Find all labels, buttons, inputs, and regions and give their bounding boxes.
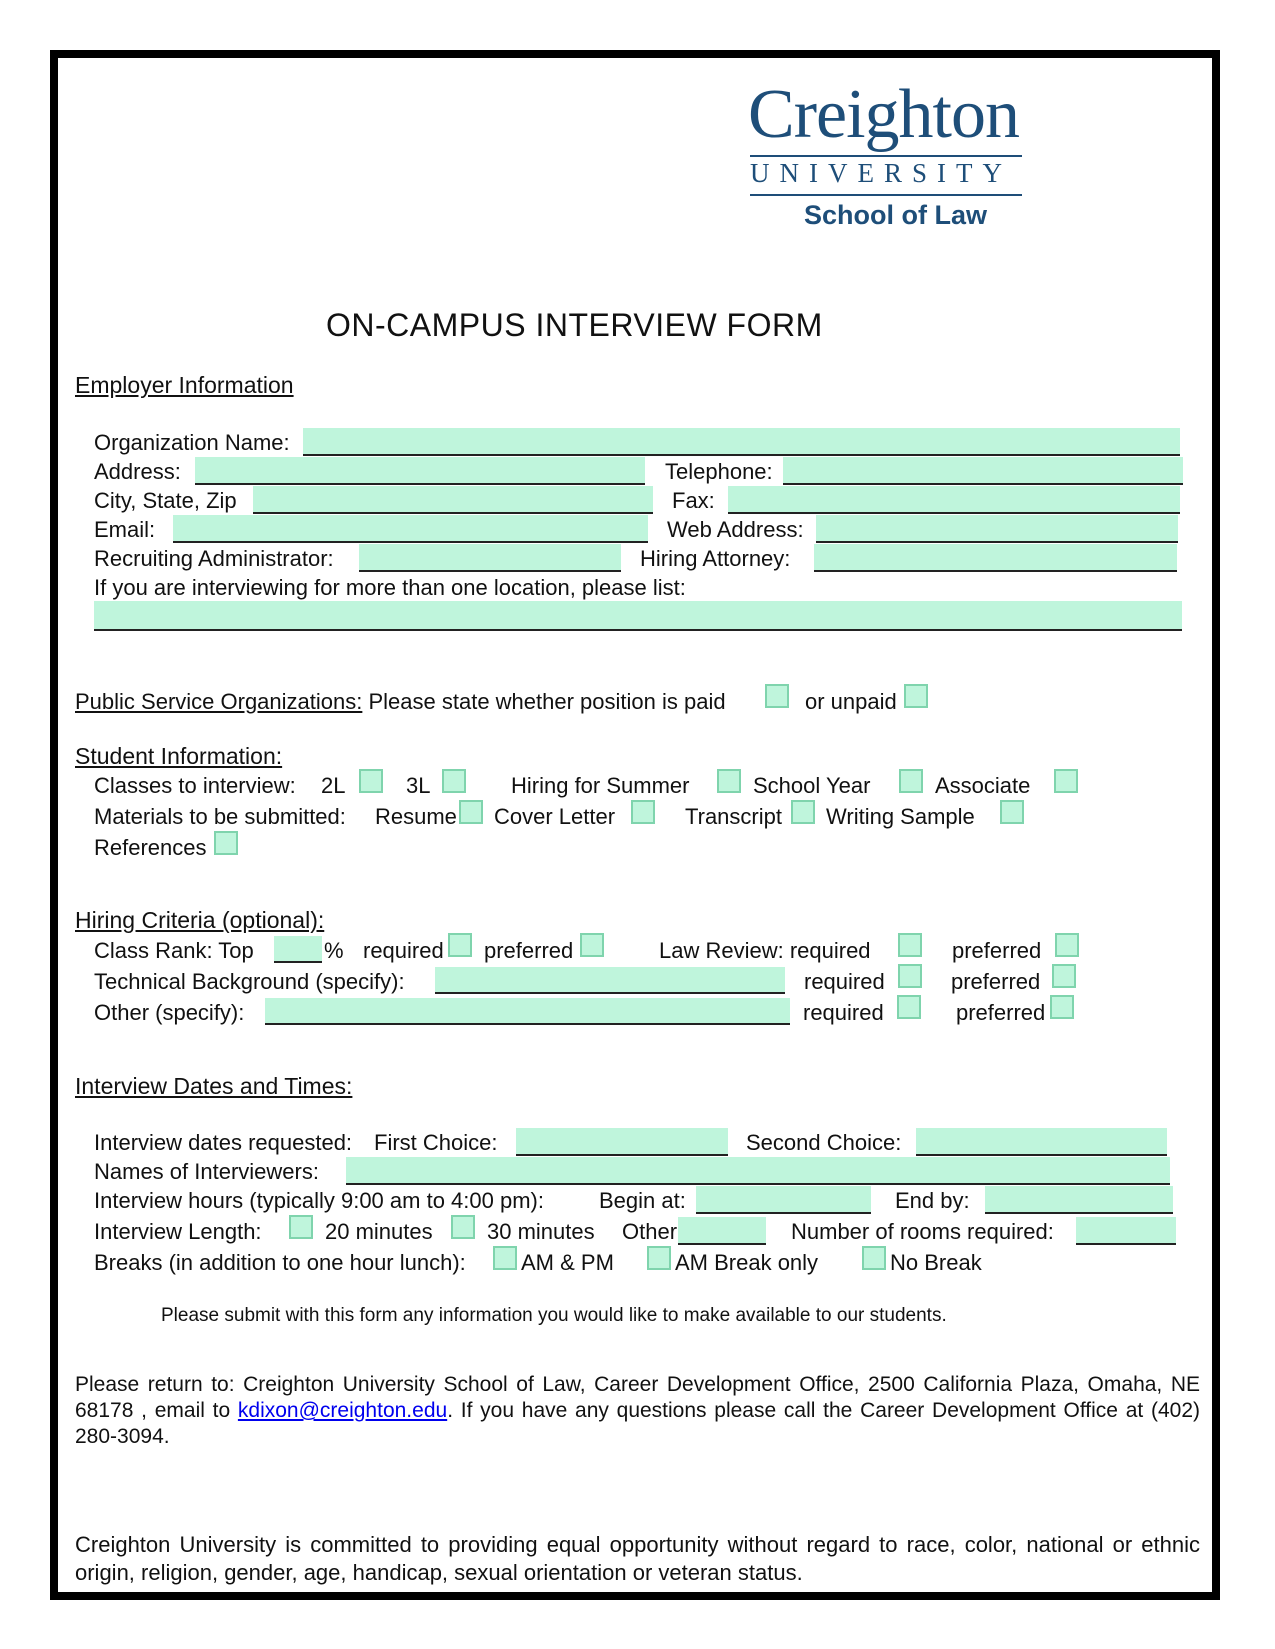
am-pm-label: AM & PM <box>521 1250 614 1275</box>
class-rank-preferred-label: preferred <box>484 938 574 963</box>
city-label: City, State, Zip <box>94 488 237 513</box>
school-year-label: School Year <box>753 773 871 798</box>
address-field[interactable] <box>195 457 645 485</box>
paid-checkbox[interactable] <box>765 684 789 708</box>
3l-checkbox[interactable] <box>442 769 466 793</box>
other-preferred-label: preferred <box>956 1000 1046 1025</box>
unpaid-checkbox[interactable] <box>904 684 928 708</box>
other-field[interactable] <box>265 998 790 1025</box>
materials-label: Materials to be submitted: <box>94 804 346 829</box>
law-review-label: Law Review: required <box>659 938 871 963</box>
telephone-field[interactable] <box>783 457 1183 485</box>
telephone-label: Telephone: <box>665 459 773 484</box>
interview-heading: Interview Dates and Times: <box>75 1073 353 1099</box>
employer-heading: Employer Information <box>75 372 294 398</box>
cover-letter-checkbox[interactable] <box>631 800 655 824</box>
3l-label: 3L <box>406 773 431 798</box>
form-title: ON-CAMPUS INTERVIEW FORM <box>326 307 823 343</box>
other-length-label: Other <box>622 1219 678 1244</box>
class-rank-label: Class Rank: Top <box>94 938 254 963</box>
law-review-preferred-label: preferred <box>952 938 1042 963</box>
interviewers-label: Names of Interviewers: <box>94 1159 319 1184</box>
transcript-label: Transcript <box>685 804 782 829</box>
writing-sample-checkbox[interactable] <box>1000 800 1024 824</box>
class-rank-required-label: required <box>363 938 444 963</box>
fax-label: Fax: <box>672 488 715 513</box>
equal-opportunity-statement: Creighton University is committed to providing equal opportunity without regard to race, color, national or ethnic origin, religion, gender, age, handicap, sexual orientation or veteran status. <box>75 1532 1200 1585</box>
hiring-attorney-label: Hiring Attorney: <box>640 546 791 571</box>
2l-checkbox[interactable] <box>359 769 383 793</box>
logo-rule-top <box>750 155 1022 157</box>
first-choice-label: First Choice: <box>374 1130 498 1155</box>
recruiting-admin-label: Recruiting Administrator: <box>94 546 334 571</box>
return-text-1: Please return to: Creighton University School of Law, Career Development Office, 2500 California Plaza, Omaha, NE 68178 , email to <box>75 1373 1200 1422</box>
logo-name: Creighton <box>748 76 1019 153</box>
creighton-law-logo <box>748 76 1028 245</box>
other-required-checkbox[interactable] <box>897 995 921 1019</box>
class-rank-required-checkbox[interactable] <box>448 933 472 957</box>
public-service-line <box>75 689 726 715</box>
no-break-checkbox[interactable] <box>862 1246 886 1270</box>
2l-label: 2L <box>321 773 346 798</box>
hiring-summer-checkbox[interactable] <box>717 769 741 793</box>
30-minutes-label: 30 minutes <box>487 1219 595 1244</box>
technical-label: Technical Background (specify): <box>94 969 405 994</box>
email-field[interactable] <box>173 515 648 543</box>
begin-label: Begin at: <box>599 1188 686 1213</box>
other-required-label: required <box>803 1000 884 1025</box>
hours-label: Interview hours (typically 9:00 am to 4:00 pm): <box>94 1188 544 1213</box>
percent-label: % <box>324 938 344 963</box>
logo-university: UNIVERSITY <box>750 158 1012 188</box>
20-minutes-checkbox[interactable] <box>289 1215 313 1239</box>
technical-preferred-checkbox[interactable] <box>1052 964 1076 988</box>
logo-school: School of Law <box>804 200 988 230</box>
resume-label: Resume <box>375 804 457 829</box>
unpaid-label: or unpaid <box>805 689 897 714</box>
am-only-checkbox[interactable] <box>647 1246 671 1270</box>
return-paragraph <box>75 1372 1200 1450</box>
transcript-checkbox[interactable] <box>791 800 815 824</box>
interviewers-field[interactable] <box>346 1157 1170 1185</box>
student-heading: Student Information: <box>75 743 283 769</box>
associate-checkbox[interactable] <box>1054 769 1078 793</box>
end-label: End by: <box>895 1188 970 1213</box>
logo-rule-bottom <box>750 194 1022 196</box>
length-label: Interview Length: <box>94 1219 262 1244</box>
school-year-checkbox[interactable] <box>899 769 923 793</box>
references-label: References <box>94 835 207 860</box>
law-review-required-checkbox[interactable] <box>898 933 922 957</box>
cover-letter-label: Cover Letter <box>494 804 616 829</box>
location-field[interactable] <box>94 601 1182 631</box>
law-review-preferred-checkbox[interactable] <box>1055 933 1079 957</box>
return-text-2: . If you have any questions please call the Career Development Office at (402) 280-3094. <box>75 1399 1200 1448</box>
web-label: Web Address: <box>667 517 804 542</box>
city-field[interactable] <box>253 486 653 514</box>
email-label: Email: <box>94 517 156 542</box>
class-rank-preferred-checkbox[interactable] <box>580 933 604 957</box>
am-only-label: AM Break only <box>675 1250 819 1275</box>
email-link[interactable]: kdixon@creighton.edu <box>237 1399 448 1422</box>
public-service-prompt: Please state whether position is paid <box>368 689 726 714</box>
no-break-label: No Break <box>890 1250 982 1275</box>
first-choice-field[interactable] <box>516 1128 728 1156</box>
hiring-attorney-field[interactable] <box>814 544 1177 572</box>
second-choice-label: Second Choice: <box>746 1130 902 1155</box>
hiring-summer-label: Hiring for Summer <box>511 773 690 798</box>
technical-required-label: required <box>804 969 885 994</box>
other-length-field[interactable] <box>678 1217 766 1245</box>
public-service-heading: Public Service Organizations: <box>75 689 363 714</box>
technical-field[interactable] <box>435 967 785 994</box>
end-field[interactable] <box>985 1186 1173 1214</box>
am-pm-checkbox[interactable] <box>493 1246 517 1270</box>
associate-label: Associate <box>935 773 1031 798</box>
writing-sample-label: Writing Sample <box>826 804 975 829</box>
20-minutes-label: 20 minutes <box>325 1219 433 1244</box>
breaks-label: Breaks (in addition to one hour lunch): <box>94 1250 466 1275</box>
submit-note: Please submit with this form any information you would like to make available to our students. <box>161 1305 947 1326</box>
org-name-label: Organization Name: <box>94 430 290 455</box>
class-rank-field[interactable] <box>274 936 322 963</box>
org-name-field[interactable] <box>303 428 1180 456</box>
technical-required-checkbox[interactable] <box>898 964 922 988</box>
30-minutes-checkbox[interactable] <box>451 1215 475 1239</box>
classes-label: Classes to interview: <box>94 773 296 798</box>
other-label: Other (specify): <box>94 1000 245 1025</box>
other-preferred-checkbox[interactable] <box>1050 995 1074 1019</box>
references-checkbox[interactable] <box>214 831 238 855</box>
fax-field[interactable] <box>728 486 1180 514</box>
criteria-heading: Hiring Criteria (optional): <box>75 907 325 933</box>
address-label: Address: <box>94 459 181 484</box>
resume-checkbox[interactable] <box>459 800 483 824</box>
location-label: If you are interviewing for more than one location, please list: <box>94 575 686 600</box>
rooms-field[interactable] <box>1076 1217 1176 1245</box>
web-field[interactable] <box>816 515 1178 543</box>
technical-preferred-label: preferred <box>951 969 1041 994</box>
recruiting-admin-field[interactable] <box>359 544 621 572</box>
begin-field[interactable] <box>696 1186 871 1214</box>
second-choice-field[interactable] <box>916 1128 1167 1156</box>
rooms-label: Number of rooms required: <box>791 1219 1054 1244</box>
dates-label: Interview dates requested: <box>94 1130 353 1155</box>
